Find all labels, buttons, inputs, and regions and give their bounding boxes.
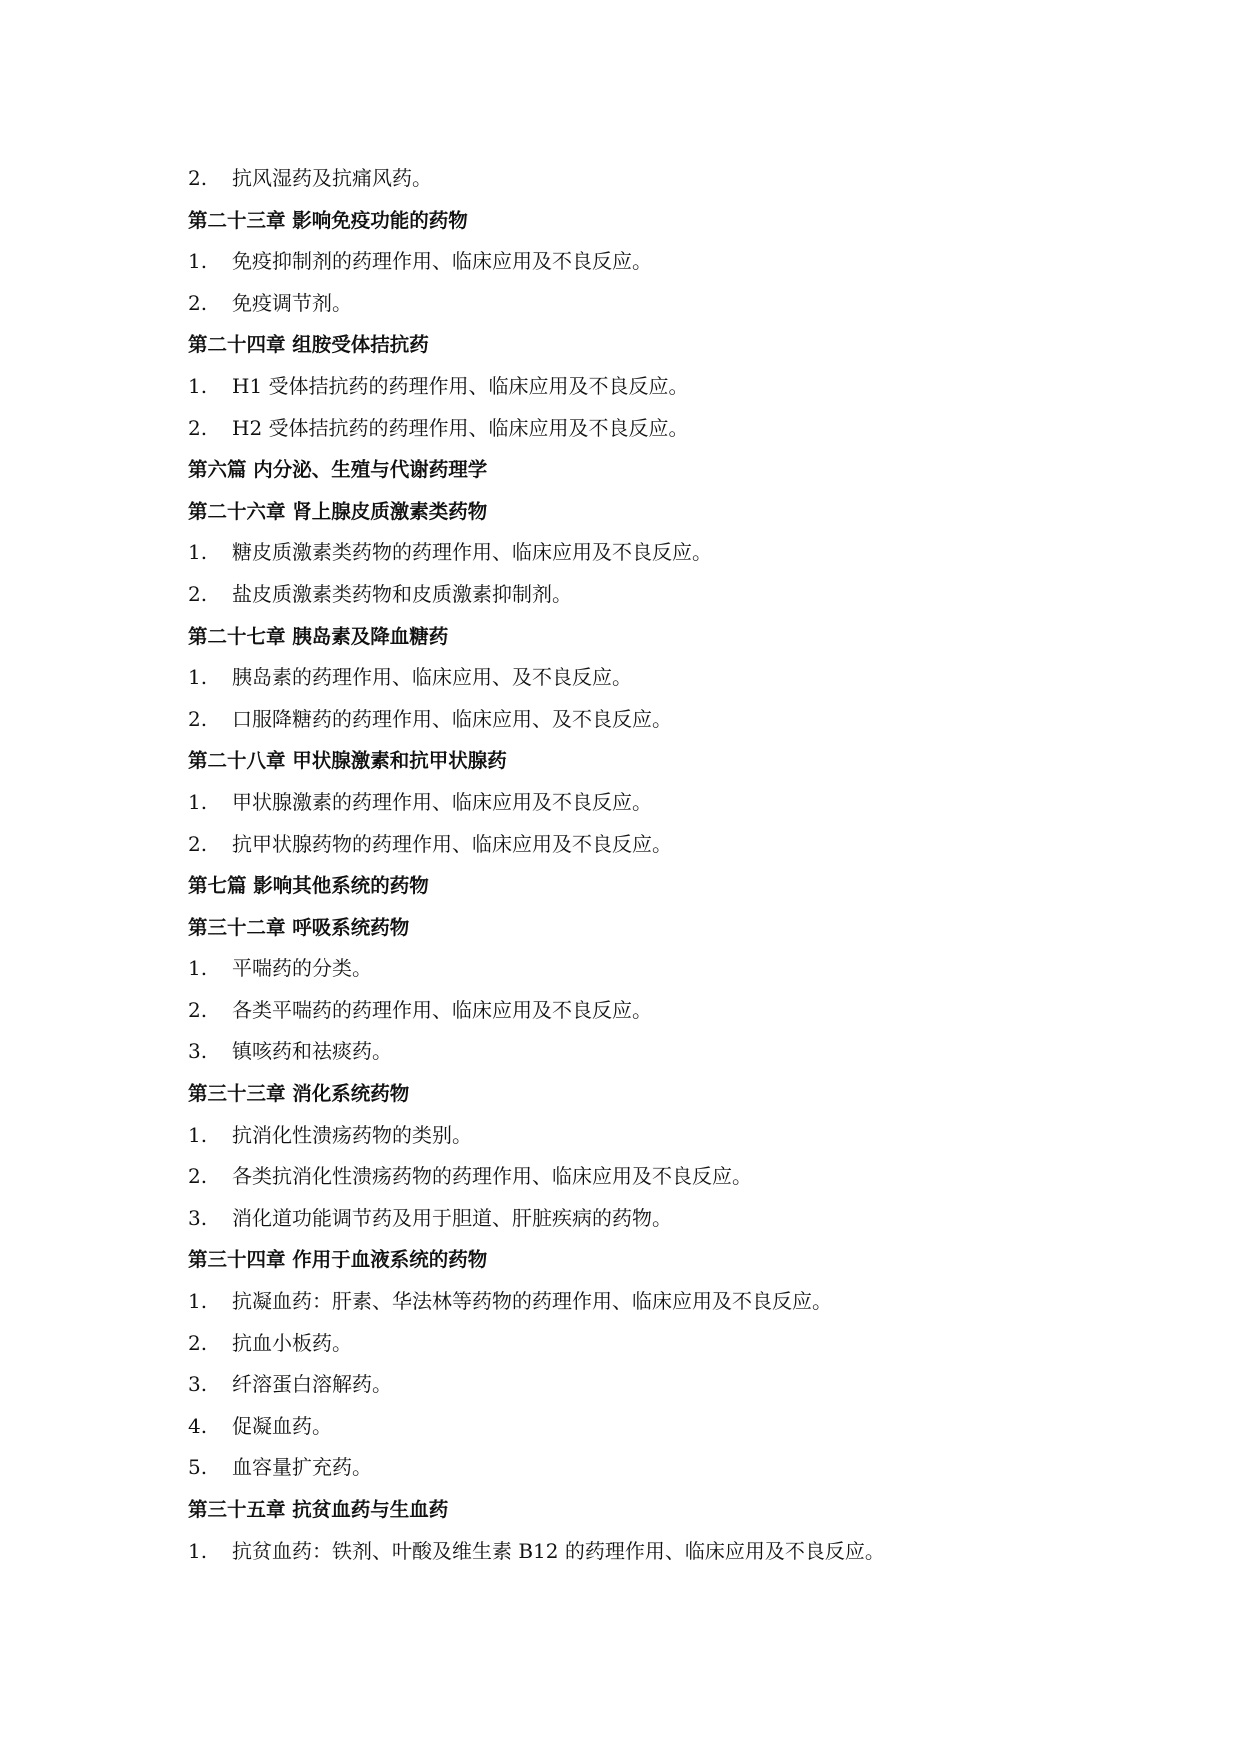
section-heading: 第二十四章 组胺受体拮抗药	[188, 333, 429, 357]
list-item-number: 3.	[188, 1205, 208, 1230]
list-item	[188, 1447, 1088, 1489]
list-item-number: 1.	[188, 540, 208, 565]
list-item-number: 1.	[188, 1289, 208, 1314]
list-item-number: 1.	[188, 1122, 208, 1147]
list-item-text: 抗风湿药及抗痛风药。	[232, 166, 432, 190]
list-item	[188, 782, 1088, 824]
list-item-number: 2.	[188, 166, 208, 190]
list-item-number: 2.	[188, 415, 208, 440]
list-item	[188, 366, 1088, 408]
list-item-number: 2.	[188, 831, 208, 856]
list-item-text: 免疫抑制剂的药理作用、临床应用及不良反应。	[232, 249, 652, 274]
list-item-text: 镇咳药和祛痰药。	[232, 1039, 392, 1064]
list-item	[188, 1323, 1088, 1365]
list-item	[188, 824, 1088, 866]
list-item-text: H1 受体拮抗药的药理作用、临床应用及不良反应。	[232, 373, 689, 398]
list-item	[188, 699, 1088, 741]
list-item	[188, 990, 1088, 1032]
list-item	[188, 1406, 1088, 1448]
list-item	[188, 948, 1088, 990]
list-item	[188, 408, 1088, 450]
list-item-text: 抗血小板药。	[232, 1330, 352, 1355]
list-item-text: 抗甲状腺药物的药理作用、临床应用及不良反应。	[232, 831, 672, 856]
list-item-text: 促凝血药。	[232, 1413, 332, 1438]
list-item-text: 抗贫血药：铁剂、叶酸及维生素 B12 的药理作用、临床应用及不良反应。	[232, 1538, 885, 1563]
list-item	[188, 1115, 1088, 1157]
list-item-number: 5.	[188, 1455, 208, 1480]
list-item-text: 抗凝血药：肝素、华法林等药物的药理作用、临床应用及不良反应。	[232, 1289, 832, 1314]
list-item-number: 3.	[188, 1372, 208, 1397]
section-heading: 第六篇 内分泌、生殖与代谢药理学	[188, 458, 488, 482]
list-item	[188, 1156, 1088, 1198]
list-item	[188, 158, 1088, 200]
list-item-text: 糖皮质激素类药物的药理作用、临床应用及不良反应。	[232, 540, 712, 565]
list-item-number: 1.	[188, 956, 208, 981]
list-item-text: 纤溶蛋白溶解药。	[232, 1372, 392, 1397]
list-item-text: 抗消化性溃疡药物的类别。	[232, 1122, 472, 1147]
list-item-text: H2 受体拮抗药的药理作用、临床应用及不良反应。	[232, 415, 689, 440]
list-item-number: 1.	[188, 249, 208, 274]
list-item-text: 胰岛素的药理作用、临床应用、及不良反应。	[232, 665, 632, 690]
list-item	[188, 1281, 1088, 1323]
list-item-text: 各类抗消化性溃疡药物的药理作用、临床应用及不良反应。	[232, 1164, 752, 1189]
list-item-number: 4.	[188, 1413, 208, 1438]
section-heading: 第三十四章 作用于血液系统的药物	[188, 1248, 488, 1272]
list-item-text: 甲状腺激素的药理作用、临床应用及不良反应。	[232, 789, 652, 814]
section-heading: 第三十五章 抗贫血药与生血药	[188, 1498, 449, 1521]
list-item-text: 消化道功能调节药及用于胆道、肝脏疾病的药物。	[232, 1205, 672, 1230]
list-item-number: 2.	[188, 997, 208, 1022]
list-item-number: 2.	[188, 581, 208, 606]
list-item	[188, 1031, 1088, 1073]
list-item-number: 3.	[188, 1039, 208, 1064]
list-item-number: 2.	[188, 1330, 208, 1355]
list-item	[188, 1364, 1088, 1406]
list-item-number: 1.	[188, 665, 208, 690]
section-heading: 第二十三章 影响免疫功能的药物	[188, 208, 468, 232]
list-item-text: 免疫调节剂。	[232, 290, 352, 315]
section-heading: 第三十三章 消化系统药物	[188, 1082, 410, 1106]
list-item	[188, 574, 1088, 616]
list-item	[188, 532, 1088, 574]
list-item	[188, 283, 1088, 325]
section-heading: 第三十二章 呼吸系统药物	[188, 915, 410, 939]
list-item-text: 血容量扩充药。	[232, 1455, 372, 1480]
list-item	[188, 1198, 1088, 1240]
section-heading: 第七篇 影响其他系统的药物	[188, 874, 429, 898]
section-heading: 第二十六章 肾上腺皮质激素类药物	[188, 499, 488, 523]
list-item-text: 平喘药的分类。	[232, 956, 372, 981]
list-item	[188, 1531, 1088, 1573]
list-item-text: 各类平喘药的药理作用、临床应用及不良反应。	[232, 997, 652, 1022]
list-item-number: 1.	[188, 1538, 208, 1563]
document-page	[188, 158, 1088, 1572]
list-item-number: 2.	[188, 1164, 208, 1189]
list-item-number: 2.	[188, 290, 208, 315]
list-item	[188, 657, 1088, 699]
section-heading: 第二十七章 胰岛素及降血糖药	[188, 624, 449, 648]
list-item	[188, 241, 1088, 283]
list-item-number: 1.	[188, 789, 208, 814]
list-item-text: 口服降糖药的药理作用、临床应用、及不良反应。	[232, 706, 672, 731]
list-item-number: 2.	[188, 706, 208, 731]
list-item-number: 1.	[188, 373, 208, 398]
section-heading: 第二十八章 甲状腺激素和抗甲状腺药	[188, 749, 507, 773]
list-item-text: 盐皮质激素类药物和皮质激素抑制剂。	[232, 581, 572, 606]
